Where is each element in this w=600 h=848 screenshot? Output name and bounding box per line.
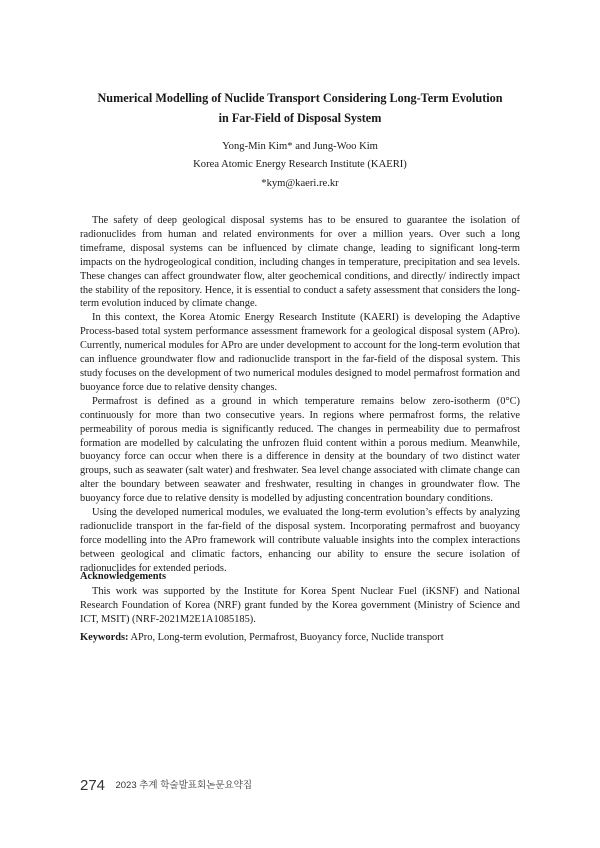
paragraph-1: The safety of deep geological disposal systems has to be ensured to guarantee the isolation of radionuclides from human and related environments for over a million years. Over such a long timeframe, disposal systems can be influenced by climate change, leading to significant long-term impacts on the hydrogeological condition, including changes in temperature, precipitation and sea levels. These changes can affect groundwater flow, alter geochemical conditions, and directly/ indirectly impact the stability of the repository. Hence, it is essential to conduct a safety assessment that considers the long-term evolution induced by climate change. [80, 215, 520, 310]
paragraph-3: Permafrost is defined as a ground in which temperature remains below zero-isotherm (0°C) continuously for more than two consecutive years. In regions where permafrost forms, the relative permeability of porous media is significantly reduced. The changes in permeability due to permafrost formation are modelled by calculating the unfrozen fluid content within a porous medium. Meanwhile, buoyancy force can occur when there is a difference in density at the boundary of two distinct water groups, such as seawater (salt water) and freshwater. Sea level change associated with climate change can alter the boundary between seawater and freshwater, resulting in changes in groundwater flow. The buoyancy force due to relative density is modelled by adjusting concentration boundary conditions. [80, 395, 520, 505]
paragraph-2: In this context, the Korea Atomic Energy Research Institute (KAERI) is developing the Adaptive Process-based total system performance assessment framework for a geological disposal system (APro). Currently, numerical modules for APro are under development to account for the long-term evolution that can influence groundwater flow and radionuclide transport in the far-field of the disposal system. This study focuses on the development of two numerical modules designed to model permafrost formation and buoyance force due to relative density changes. [80, 312, 520, 393]
keywords-text: APro, Long-term evolution, Permafrost, Buoyancy force, Nuclide transport [130, 632, 444, 643]
acknowledgements-heading: Acknowledgements [80, 571, 167, 582]
author-email: *kym@kaeri.re.kr [261, 178, 339, 189]
affiliation: Korea Atomic Energy Research Institute (KAERI) [193, 159, 407, 170]
page-footer [80, 777, 252, 795]
keywords [80, 632, 520, 643]
abstract-body [80, 214, 520, 576]
paper-title [60, 88, 540, 128]
title-line-2: in Far-Field of Disposal System [218, 111, 382, 125]
paragraph-4: Using the developed numerical modules, we evaluated the long-term evolution’s effects by analyzing radionuclide transport in the far-field of the disposal system. Incorporating permafrost and buoyancy force modelling into the APro framework will contribute valuable insights into the complex interactions between geological and climatic factors, enhancing our ability to ensure the secure isolation of radionuclides for extended periods. [80, 507, 520, 574]
authors: Yong-Min Kim* and Jung-Woo Kim [222, 141, 378, 152]
proceedings-name: 2023 추계 학술발표회논문요약집 [115, 780, 253, 791]
acknowledgements-text: This work was supported by the Institute for Korea Spent Nuclear Fuel (iKSNF) and National Research Foundation of Korea (NRF) grant funded by the Korea government (Ministry of Science and ICT, MSIT) (NRF-2021M2E1A1085185). [80, 586, 520, 625]
title-line-1: Numerical Modelling of Nuclide Transport Considering Long-Term Evolution [97, 91, 503, 105]
keywords-label: Keywords: [80, 632, 129, 643]
page-number: 274 [80, 777, 106, 794]
